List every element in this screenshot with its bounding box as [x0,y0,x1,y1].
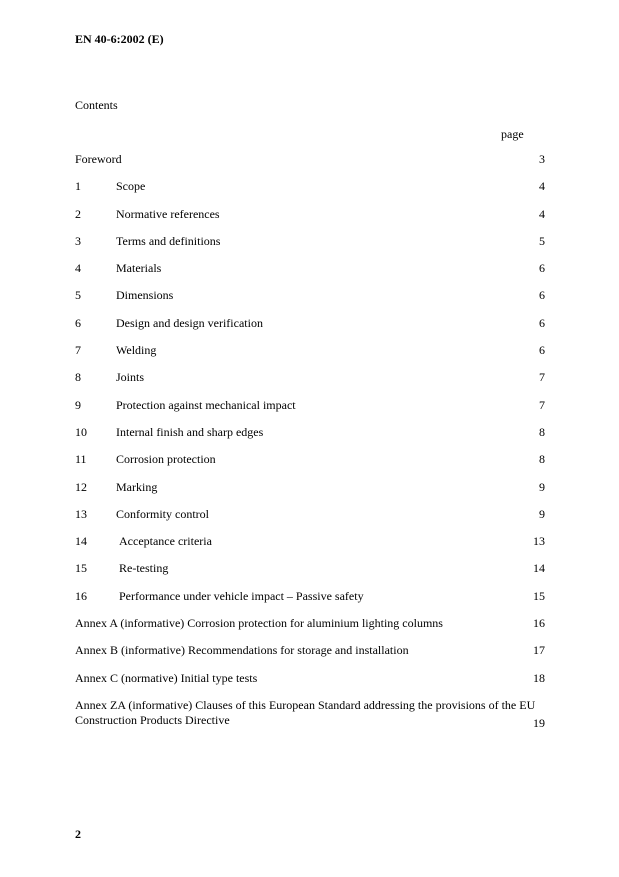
annex-page: 18 [533,670,545,685]
toc-entry-section-1[interactable] [75,173,545,200]
section-number: 7 [75,343,81,358]
section-number: 16 [75,588,87,603]
section-page: 6 [539,261,545,276]
section-page: 9 [539,506,545,521]
section-number: 5 [75,288,81,303]
section-page: 4 [539,179,545,194]
section-number: 15 [75,561,87,576]
document-header: EN 40-6:2002 (E) [75,32,164,46]
section-page: 6 [539,315,545,330]
toc-entry-section-11[interactable] [75,446,545,473]
page-column-label: page [501,127,524,141]
annex-title: Annex B (informative) Recommendations for storage and installation [75,643,409,658]
section-page: 15 [533,588,545,603]
section-title: Welding [116,343,157,358]
annex-page: 16 [533,616,545,631]
section-title: Corrosion protection [116,452,216,467]
annex-page: 17 [533,643,545,658]
section-page: 14 [533,561,545,576]
section-title: Performance under vehicle impact – Passive safety [119,588,364,603]
annex-page: 19 [533,715,545,730]
section-title: Materials [116,261,162,276]
toc-entry-annex-a[interactable] [75,610,545,637]
section-title: Design and design verification [116,315,263,330]
table-of-contents [75,146,545,732]
toc-entry-section-9[interactable] [75,392,545,419]
section-page: 9 [539,479,545,494]
toc-entry-section-14[interactable] [75,528,545,555]
toc-entry-section-16[interactable] [75,583,545,610]
annex-title: Annex C (normative) Initial type tests [75,670,258,685]
toc-entry-section-3[interactable] [75,228,545,255]
section-number: 14 [75,534,87,549]
annex-title: Annex ZA (informative) Clauses of this European Standard addressing the provisions of the EU Construction Products Directive [75,697,536,727]
section-number: 3 [75,233,81,248]
section-page: 6 [539,288,545,303]
section-number: 10 [75,424,87,439]
section-title: Protection against mechanical impact [116,397,296,412]
section-title: Terms and definitions [116,233,221,248]
section-page: 8 [539,452,545,467]
toc-entry-section-12[interactable] [75,474,545,501]
annex-title: Annex A (informative) Corrosion protection for aluminium lighting columns [75,616,443,631]
section-page: 8 [539,424,545,439]
section-page: 4 [539,206,545,221]
section-number: 13 [75,506,87,521]
section-title: Acceptance criteria [119,534,212,549]
section-title: Scope [116,179,146,194]
page-number: 2 [75,827,81,841]
section-title: Marking [116,479,158,494]
toc-entry-section-8[interactable] [75,364,545,391]
section-number: 11 [75,452,87,467]
section-title: Joints [116,370,145,385]
section-title: Dimensions [116,288,174,303]
section-title: Conformity control [116,506,209,521]
toc-entry-section-13[interactable] [75,501,545,528]
toc-entry-section-15[interactable] [75,555,545,582]
section-number: 4 [75,261,81,276]
toc-entry-section-2[interactable] [75,201,545,228]
section-page: 6 [539,343,545,358]
toc-entry-section-5[interactable] [75,282,545,309]
toc-entry-section-4[interactable] [75,255,545,282]
toc-entry-section-7[interactable] [75,337,545,364]
toc-entry-title: Foreword [75,152,122,166]
section-number: 2 [75,206,81,221]
section-page: 7 [539,370,545,385]
toc-entry-annex-c[interactable] [75,665,545,692]
section-page: 5 [539,233,545,248]
section-title: Re-testing [119,561,169,576]
toc-entry-foreword[interactable] [75,146,545,173]
toc-entry-section-6[interactable] [75,310,545,337]
section-title: Normative references [116,206,220,221]
section-title: Internal finish and sharp edges [116,424,264,439]
contents-title: Contents [75,98,118,112]
toc-entry-section-10[interactable] [75,419,545,446]
section-number: 6 [75,315,81,330]
section-number: 8 [75,370,81,385]
toc-entry-annex-b[interactable] [75,637,545,664]
section-number: 12 [75,479,87,494]
toc-entry-annex-za[interactable] [75,692,545,732]
section-page: 7 [539,397,545,412]
section-number: 1 [75,179,81,194]
toc-entry-page: 3 [539,152,545,166]
section-page: 13 [533,534,545,549]
section-number: 9 [75,397,81,412]
